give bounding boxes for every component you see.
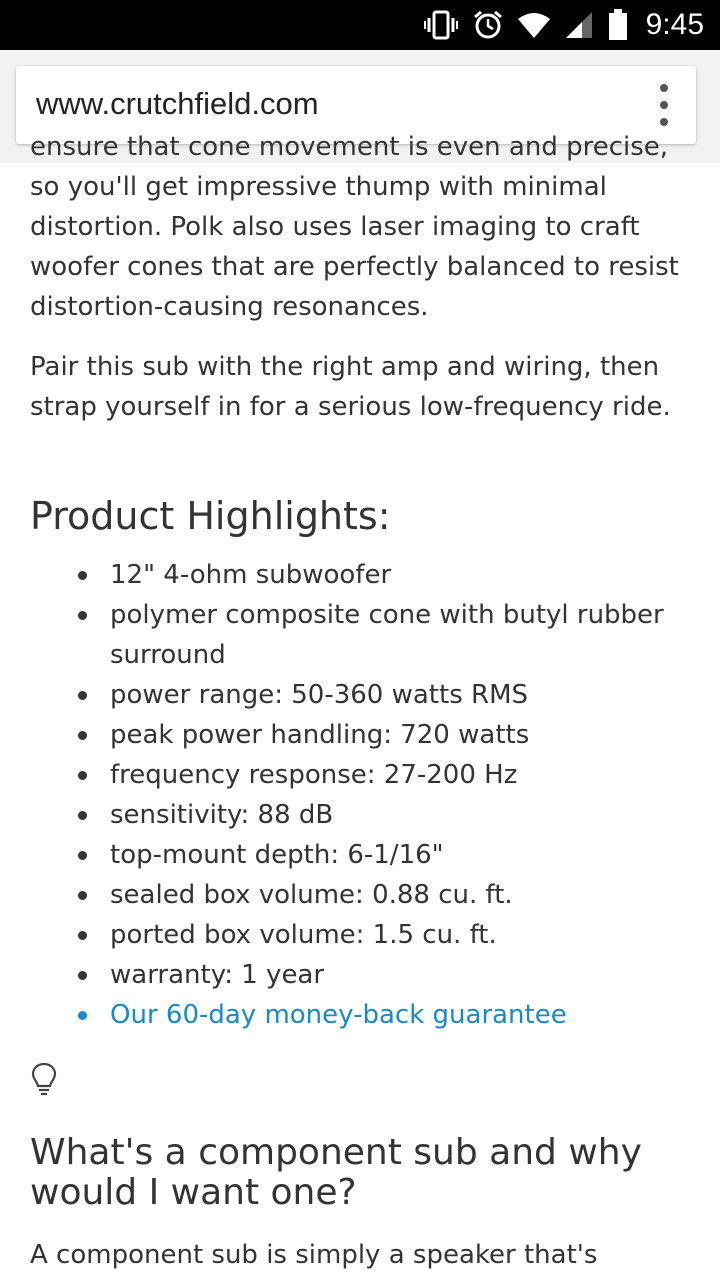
- list-item: sensitivity: 88 dB: [30, 795, 690, 835]
- article-paragraph: Pair this sub with the right amp and wiring, then strap yourself in for a serious low-frequency ride.: [30, 352, 671, 422]
- vibrate-icon: [424, 10, 458, 40]
- wifi-icon: [518, 11, 550, 39]
- list-item: 12" 4-ohm subwoofer: [30, 555, 690, 595]
- guarantee-link[interactable]: Our 60-day money-back guarantee: [30, 995, 690, 1035]
- signal-icon: [564, 10, 594, 40]
- status-time: 9:45: [645, 8, 704, 41]
- highlights-heading: Product Highlights:: [30, 494, 391, 538]
- list-item: polymer composite cone with butyl rubber surround: [30, 595, 690, 675]
- cut-off-line: ensure that cone movement is even and precise,: [30, 132, 669, 162]
- page-content[interactable]: [0, 132, 720, 1280]
- alarm-icon: [472, 9, 504, 41]
- list-item: warranty: 1 year: [30, 955, 690, 995]
- highlights-list: [30, 555, 690, 1035]
- url-text[interactable]: www.crutchfield.com: [36, 86, 319, 121]
- more-vert-icon[interactable]: [650, 84, 678, 126]
- article-paragraph: so you'll get impressive thump with minimal distortion. Polk also uses laser imaging to craft woofer cones that are perfectly balanced to resist distortion-causing resonances.: [30, 172, 679, 322]
- lightbulb-icon[interactable]: [30, 1061, 58, 1097]
- list-item: frequency response: 27-200 Hz: [30, 755, 690, 795]
- status-bar: [0, 0, 720, 50]
- list-item: sealed box volume: 0.88 cu. ft.: [30, 875, 690, 915]
- list-item: peak power handling: 720 watts: [30, 715, 690, 755]
- battery-icon: [608, 9, 628, 41]
- article-paragraph: A component sub is simply a speaker that's: [30, 1240, 598, 1270]
- list-item: power range: 50-360 watts RMS: [30, 675, 690, 715]
- list-item: ported box volume: 1.5 cu. ft.: [30, 915, 690, 955]
- section-heading: What's a component sub and why would I want one?: [30, 1132, 642, 1213]
- list-item: top-mount depth: 6-1/16": [30, 835, 690, 875]
